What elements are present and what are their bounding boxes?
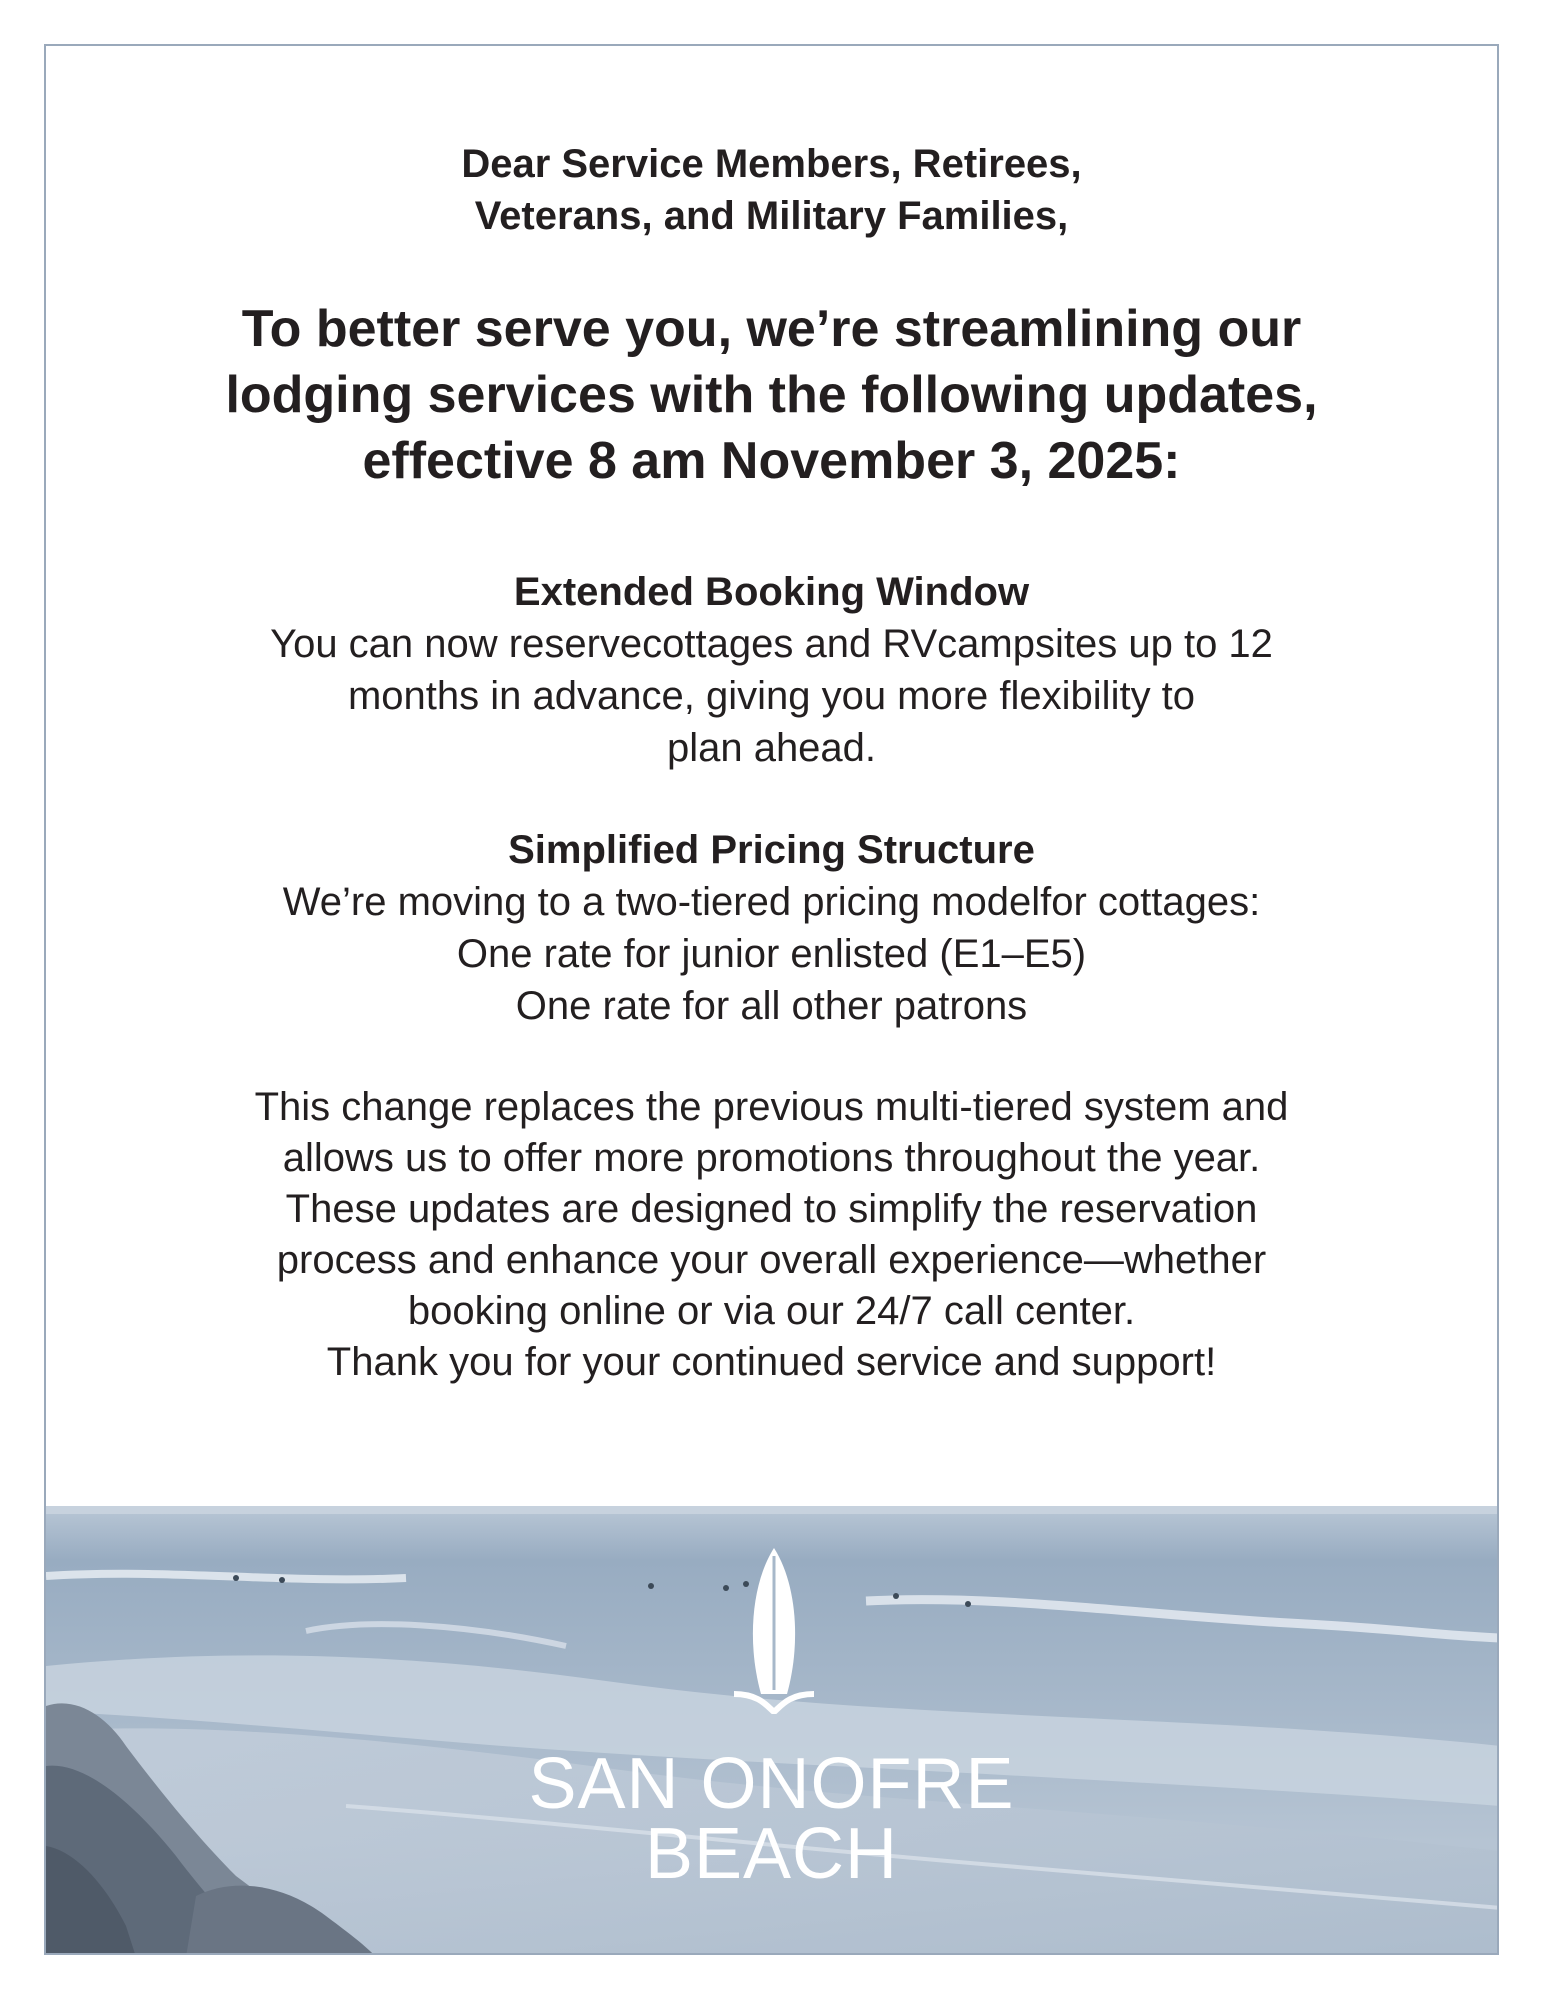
headline-line: effective 8 am November 3, 2025: bbox=[362, 432, 1181, 490]
salutation-line: Dear Service Members, Retirees, bbox=[461, 142, 1082, 186]
pricing-section bbox=[46, 824, 1497, 1032]
brand-name: BEACH bbox=[644, 1814, 899, 1894]
section-line: months in advance, giving you more flexibility to bbox=[347, 674, 1196, 718]
booking-window-section bbox=[46, 566, 1497, 774]
closing-line: allows us to offer more promotions throughout the year. bbox=[282, 1136, 1261, 1180]
section-line: plan ahead. bbox=[666, 726, 877, 770]
surfboard-icon bbox=[729, 1544, 819, 1714]
headline-line: To better serve you, we’re streamlining our bbox=[241, 300, 1302, 358]
closing-paragraph bbox=[46, 1082, 1497, 1388]
section-line: One rate for all other patrons bbox=[515, 984, 1028, 1028]
section-line: One rate for junior enlisted (E1–E5) bbox=[456, 932, 1087, 976]
section-line: You can now reservecottages and RVcampsites up to 12 bbox=[270, 622, 1273, 666]
letter-content bbox=[46, 46, 1497, 1506]
salutation bbox=[46, 138, 1497, 242]
closing-line: This change replaces the previous multi-tiered system and bbox=[254, 1085, 1289, 1129]
section-line: We’re moving to a two-tiered pricing modelfor cottages: bbox=[282, 880, 1261, 924]
headline bbox=[46, 296, 1497, 494]
closing-line: process and enhance your overall experience—whether bbox=[276, 1238, 1267, 1282]
closing-line: These updates are designed to simplify the reservation bbox=[285, 1187, 1258, 1231]
closing-line: booking online or via our 24/7 call center. bbox=[407, 1289, 1136, 1333]
beach-banner bbox=[46, 1506, 1497, 1955]
flyer-frame bbox=[44, 44, 1499, 1955]
brand-name: SAN ONOFRE bbox=[528, 1744, 1015, 1824]
headline-line: lodging services with the following updates, bbox=[225, 366, 1318, 424]
section-title: Extended Booking Window bbox=[513, 570, 1030, 614]
closing-line: Thank you for your continued service and support! bbox=[326, 1340, 1217, 1384]
section-title: Simplified Pricing Structure bbox=[508, 828, 1035, 872]
salutation-line: Veterans, and Military Families, bbox=[474, 194, 1069, 238]
